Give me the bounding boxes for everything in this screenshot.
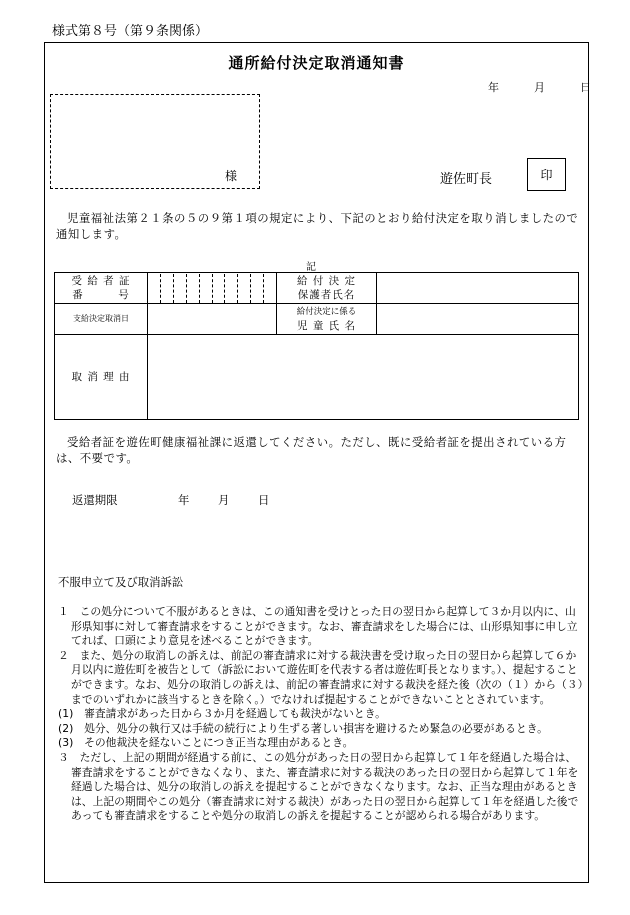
- sender-name: 遊佐町長: [440, 172, 493, 187]
- appeal-item: (3) その他裁決を経ないことにつき正当な理由があるとき。: [58, 736, 354, 750]
- date-month: 月: [534, 81, 545, 94]
- appeal-instructions: [58, 605, 584, 824]
- table-row: [55, 335, 579, 420]
- cancel-reason-field[interactable]: [148, 335, 579, 420]
- appeal-item: １ この処分について不服があるときは、この通知書を受けとった日の翌日から起算して３か月以内に、山形県知事に対して審査請求をすることができます。なお、審査請求をした場合には、山形県知事に申し立てれば、口頭により意見を述べることができます。: [58, 605, 578, 648]
- seal-box: 印: [527, 158, 566, 191]
- date-year: 年: [488, 81, 499, 94]
- guardian-name-label: [277, 273, 377, 304]
- appeal-item: ２ また、処分の取消しの訴えは、前記の審査請求に対する裁決書を受け取った日の翌日から起算して６か月以内に遊佐町を被告として（訴訟において遊佐町を代表する者は遊佐町長となります。）、提起することができます。なお、処分の取消しの訴えは、前記の審査請求に対する裁決を経た後（次の（１）から（３）までのいずれかに該当するときを除く。）でなければ提起することができないこととされています。: [58, 648, 583, 706]
- appeal-item: (1) 審査請求があった日から３か月を経過しても裁決がないとき。: [58, 707, 386, 721]
- appeal-item: ３ ただし、上記の期間が経過する前に、この処分があった日の翌日から起算して１年を経過した場合は、審査請求をすることができなくなり、また、審査請求に対する裁決のあった日の翌日から起算して１年を経過した場合は、処分の取消しの訴えを提起することができなくなります。なお、正当な理由があるときは、上記の期間やこの処分（審査請求に対する裁決）があった日の翌日から起算して１年を経過した後であっても審査請求をすることや処分の取消しの訴えを提起することが認められる場合があります。: [58, 750, 579, 823]
- cert-number-label-line2: 番 号: [72, 289, 130, 301]
- child-name-label-line1: 給付決定に係る: [296, 307, 357, 317]
- deadline-day: 日: [258, 493, 270, 507]
- table-row: [55, 304, 579, 335]
- guardian-name-field[interactable]: [377, 273, 579, 304]
- child-name-label: [277, 304, 377, 335]
- child-name-field[interactable]: [377, 304, 579, 335]
- ki-heading: 記: [306, 262, 316, 273]
- recipient-suffix: 様: [225, 169, 238, 183]
- cancel-reason-label: 取 消 理 由: [55, 335, 148, 420]
- cancel-date-field[interactable]: [148, 304, 277, 335]
- form-number-label: 様式第８号（第９条関係）: [52, 24, 209, 39]
- cert-number-digit-boxes: [148, 274, 276, 303]
- deadline-label: 返還期限: [72, 493, 118, 507]
- decision-table: [54, 272, 579, 420]
- cert-number-field[interactable]: [148, 273, 277, 304]
- deadline-year: 年: [178, 493, 190, 507]
- appeal-heading: 不服申立て及び取消訴訟: [58, 575, 184, 589]
- table-row: [55, 273, 579, 304]
- deadline-month: 月: [218, 493, 230, 507]
- cancel-date-label: 支給決定取消日: [55, 304, 148, 335]
- return-notice-paragraph: 受給者証を遊佐町健康福祉課に返還してください。ただし、既に受給者証を提出されている方は、不要です。: [56, 435, 567, 465]
- document-title: 通所給付決定取消通知書: [228, 54, 405, 72]
- issue-date: [488, 79, 591, 95]
- child-name-label-line2: 児 童 氏 名: [296, 320, 356, 332]
- guardian-name-label-line2: 保護者氏名: [297, 289, 356, 301]
- guardian-name-label-line1: 給 付 決 定: [296, 275, 356, 287]
- date-day: 日: [580, 81, 591, 94]
- intro-paragraph: 児童福祉法第２１条の５の９第１項の規定により、下記のとおり給付決定を取り消しましたので通知します。: [56, 211, 579, 241]
- cert-number-label: [55, 273, 148, 304]
- cert-number-label-line1: 受 給 者 証: [71, 275, 131, 287]
- appeal-item: (2) 処分、処分の執行又は手続の続行により生ずる著しい損害を避けるため緊急の必要があるとき。: [58, 721, 548, 735]
